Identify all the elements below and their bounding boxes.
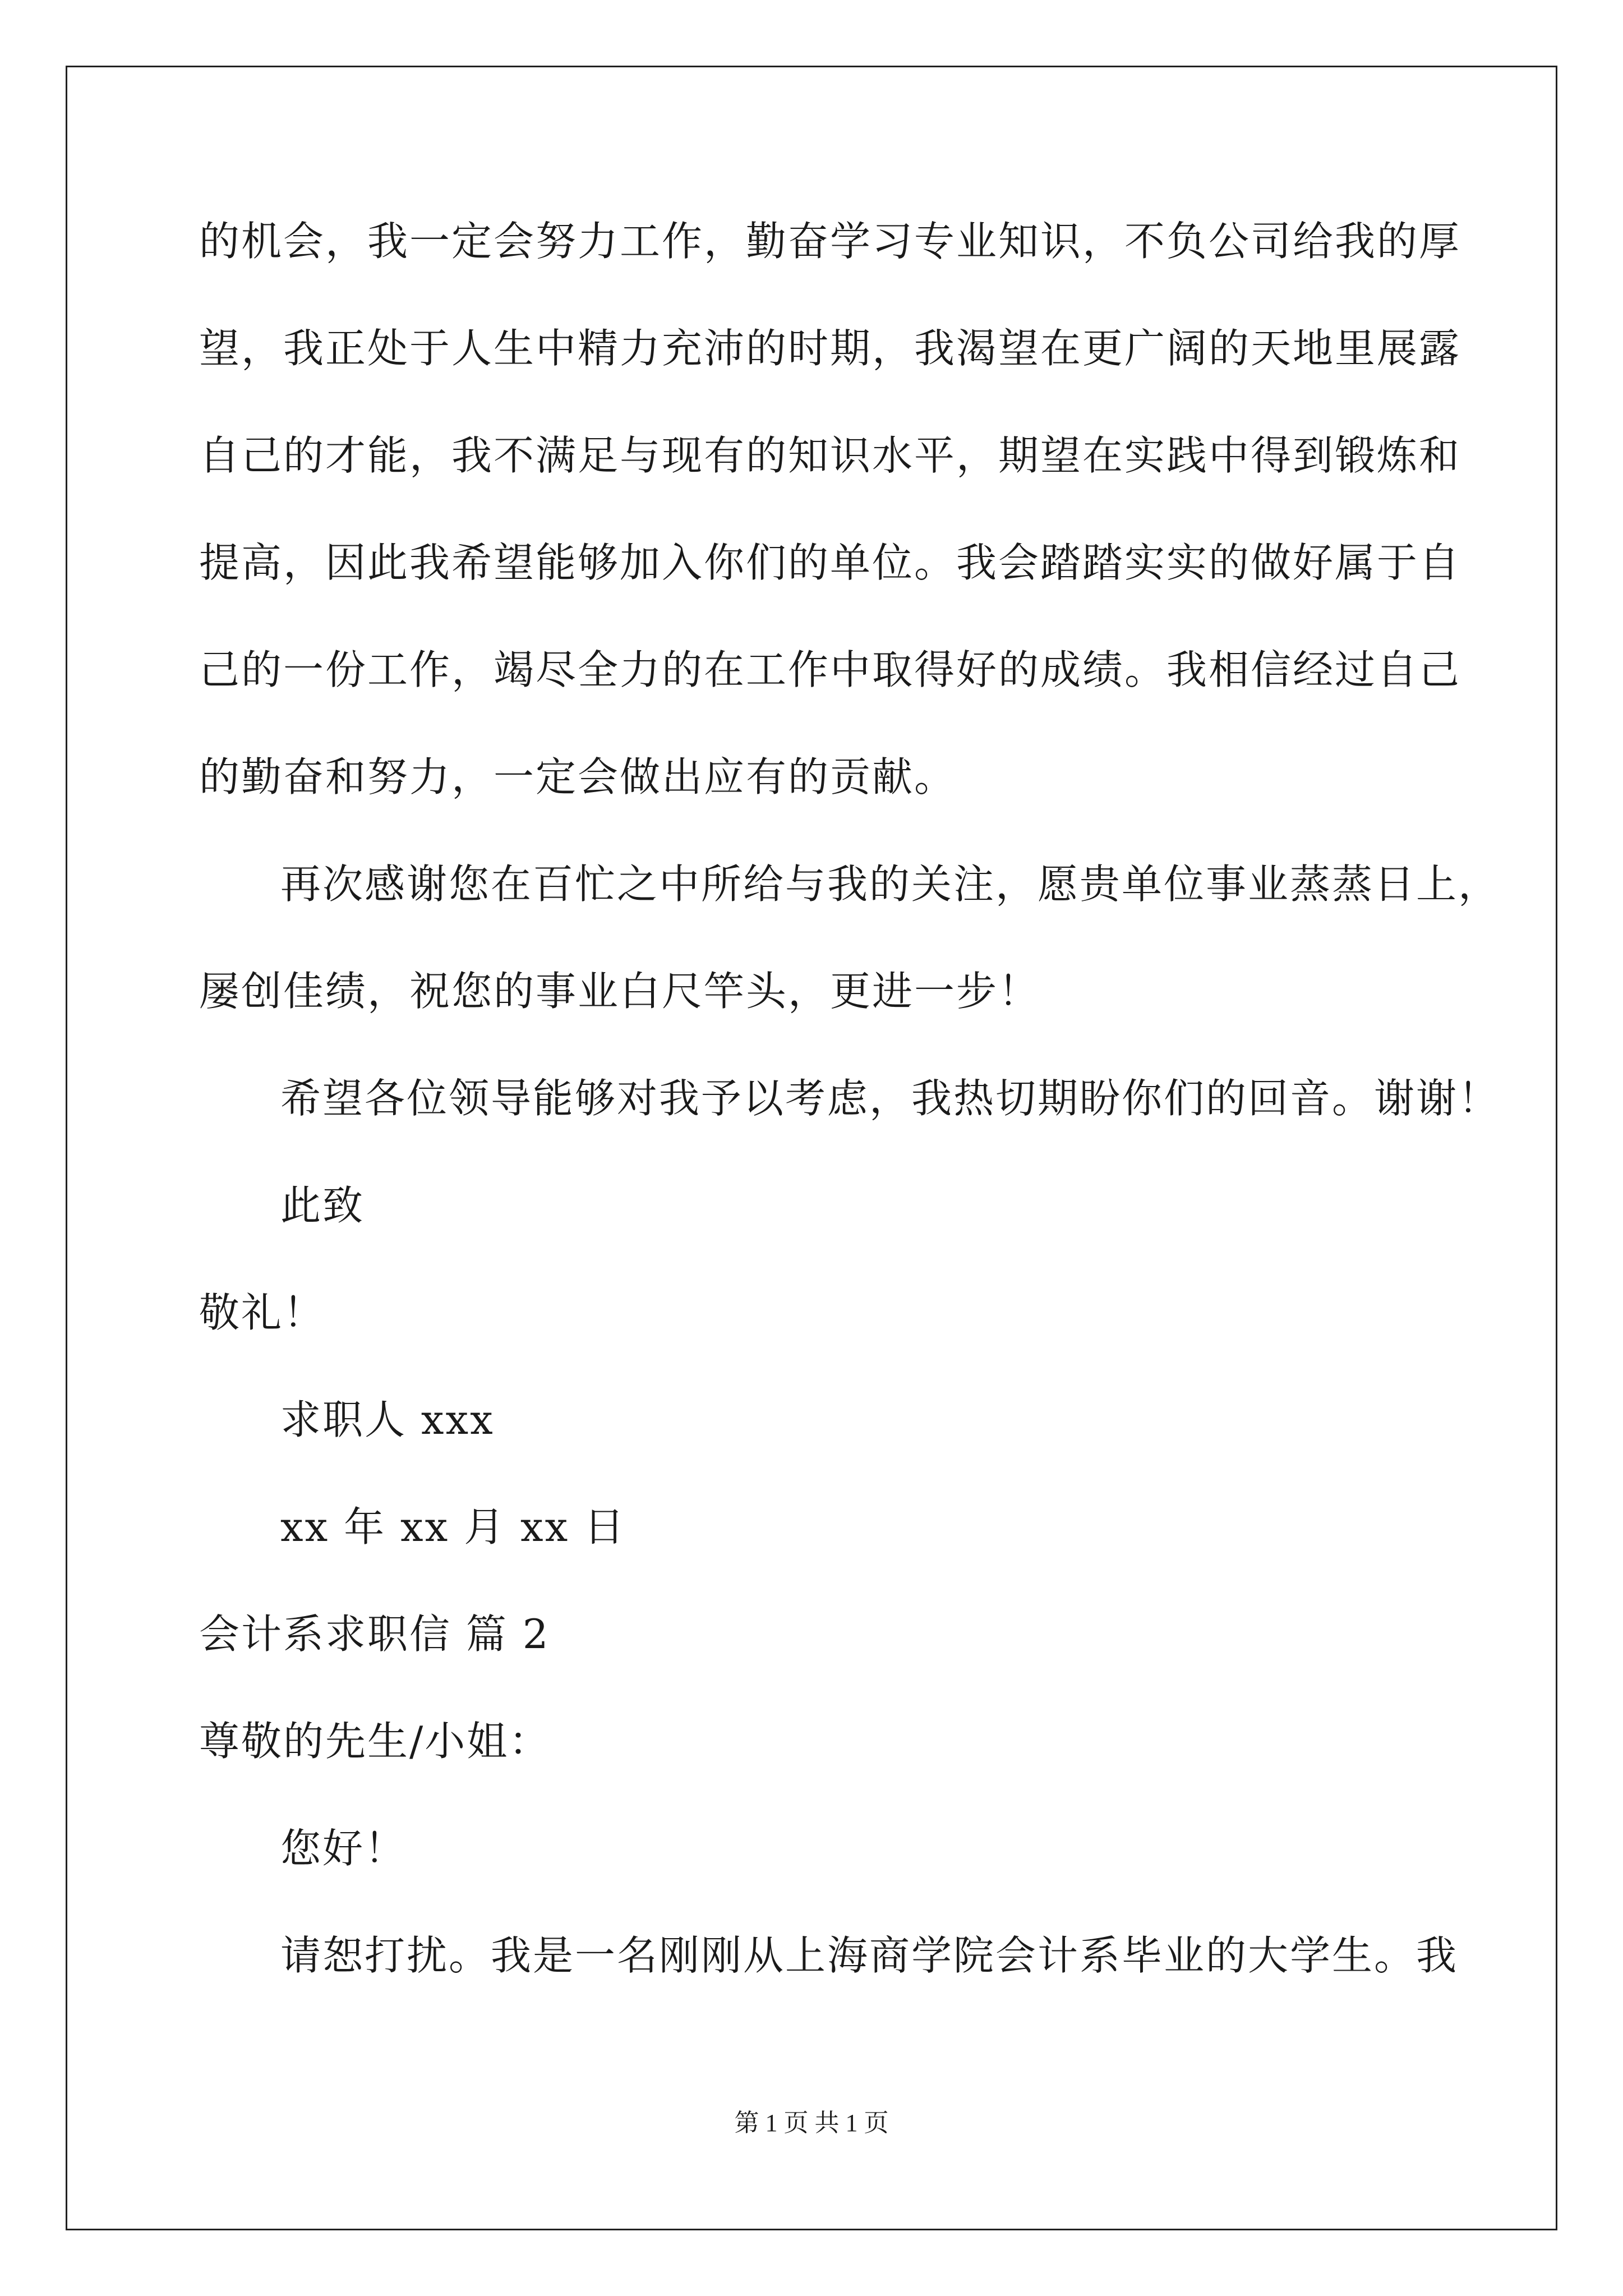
body-line: 的机会，我一定会努力工作，勤奋学习专业知识，不负公司给我的厚 — [199, 218, 1461, 265]
signature-name: 求职人 xxx — [280, 1396, 495, 1443]
signature-date: xx 年 xx 月 xx 日 — [280, 1503, 626, 1550]
page-footer: 第 1 页 共 1 页 — [734, 2109, 889, 2137]
section-heading: 会计系求职信 篇 2 — [199, 1611, 550, 1658]
body-line: 的勤奋和努力，一定会做出应有的贡献。 — [199, 753, 957, 800]
body-line: 望，我正处于人生中精力充沛的时期，我渴望在更广阔的天地里展露 — [199, 325, 1461, 372]
body-line: 提高，因此我希望能够加入你们的单位。我会踏踏实实的做好属于自 — [199, 539, 1461, 586]
body-line: 希望各位领导能够对我予以考虑，我热切期盼你们的回音。谢谢！ — [280, 1075, 1501, 1122]
closing-salutation: 此致 — [280, 1182, 365, 1229]
body-line: 己的一份工作，竭尽全力的在工作中取得好的成绩。我相信经过自己 — [199, 646, 1461, 693]
greeting: 尊敬的先生/小姐： — [199, 1718, 551, 1765]
body-line: 屡创佳绩，祝您的事业白尺竿头，更进一步！ — [199, 968, 1041, 1015]
body-line: 请恕打扰。我是一名刚刚从上海商学院会计系毕业的大学生。我 — [280, 1932, 1459, 1979]
body-line: 自己的才能，我不满足与现有的知识水平，期望在实践中得到锻炼和 — [199, 432, 1461, 479]
page-frame — [66, 66, 1557, 2230]
greeting-hello: 您好！ — [280, 1825, 407, 1872]
body-line: 再次感谢您在百忙之中所给与我的关注，愿贵单位事业蒸蒸日上， — [280, 861, 1501, 908]
closing-regards: 敬礼！ — [199, 1289, 326, 1336]
